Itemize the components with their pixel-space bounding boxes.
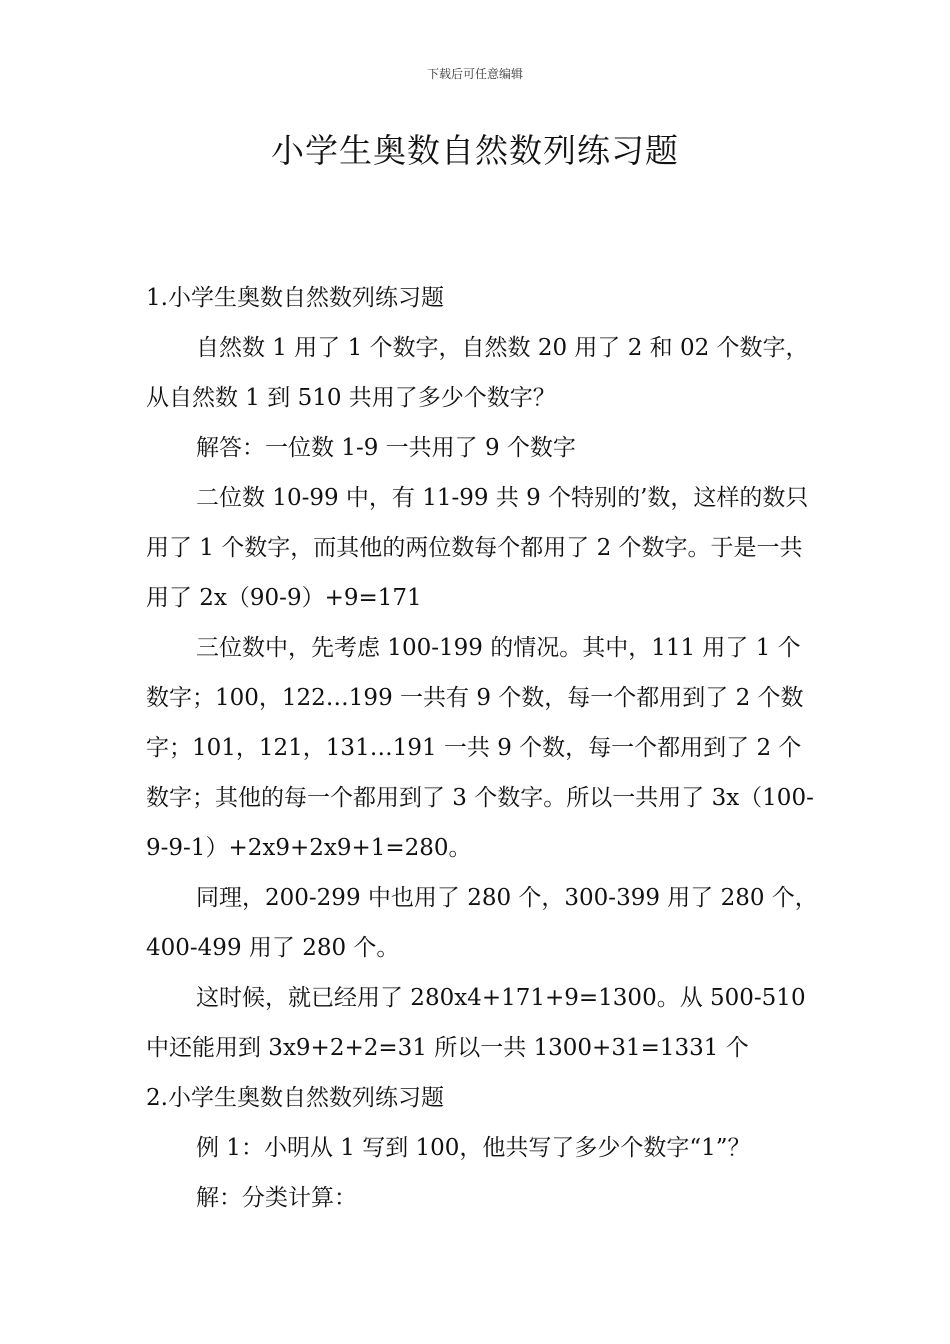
page-title: 小学生奥数自然数列练习题 [271,131,679,170]
document-body [146,273,818,1223]
section-heading-1: 1.小学生奥数自然数列练习题 [146,285,444,311]
example-1-solution-start: 解：分类计算： [196,1185,357,1211]
solution-intro: 解答：一位数 1-9 一共用了 9 个数字 [196,435,576,461]
solution-similar-ranges: 同理，200-299 中也用了 280 个，300-399 用了 280 个，400-499 用了 280 个。 [146,885,818,961]
solution-two-digit: 二位数 10-99 中，有 11-99 共 9 个特别的’数，这样的数只用了 1 个数字，而其他的两位数每个都用了 2 个数字。于是一共用了 2x（90-9）+9=171 [146,485,809,611]
example-1-question: 例 1：小明从 1 写到 100，他共写了多少个数字“1”？ [196,1135,751,1161]
solution-three-digit: 三位数中，先考虑 100-199 的情况。其中，111 用了 1 个数字；100，122…199 一共有 9 个数，每一个都用到了 2 个数字；101，121，131…191 一共 9 个数，每一个都用到了 2 个数字；其他的每一个都用到了 3 个数字。所以一共用了 3x（100-9-9-1）+2x9+2x9+1=280。 [146,635,814,861]
header-note: 下载后可任意编辑 [426,67,523,81]
solution-total: 这时候，就已经用了 280x4+171+9=1300。从 500-510 中还能用到 3x9+2+2=31 所以一共 1300+31=1331 个 [146,985,806,1061]
section-heading-2: 2.小学生奥数自然数列练习题 [146,1085,444,1111]
problem-statement: 自然数 1 用了 1 个数字，自然数 20 用了 2 和 02 个数字，从自然数 1 到 510 共用了多少个数字？ [146,335,809,411]
